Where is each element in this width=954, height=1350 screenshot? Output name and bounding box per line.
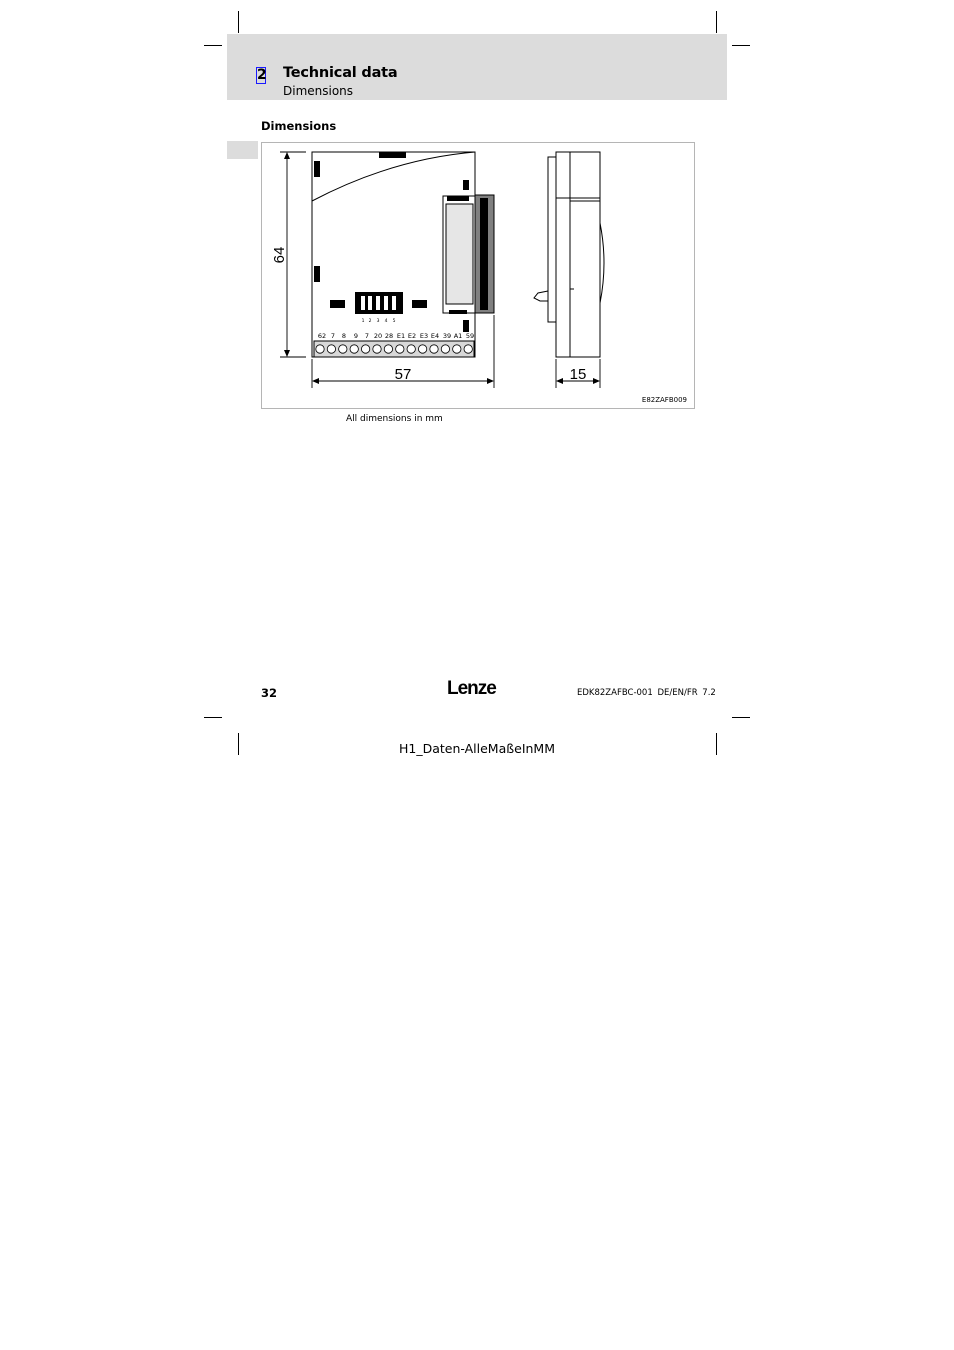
dip-number: 5 — [392, 319, 396, 324]
terminal-label: E4 — [430, 332, 440, 340]
lenze-logo: Lenze — [447, 678, 496, 699]
page-number: 32 — [261, 686, 278, 700]
terminal-label: 20 — [373, 332, 383, 340]
terminal-label: 9 — [353, 332, 359, 340]
chapter-number[interactable]: 2 — [257, 67, 267, 83]
dimension-figure — [261, 142, 695, 409]
terminal-label: 62 — [317, 332, 327, 340]
crop-mark — [204, 45, 222, 46]
crop-mark — [732, 45, 750, 46]
crop-mark — [732, 717, 750, 718]
terminal-label: 39 — [442, 332, 452, 340]
terminal-label: 59 — [465, 332, 475, 340]
crop-mark — [716, 11, 717, 33]
chapter-subtitle: Dimensions — [283, 84, 354, 98]
dip-number: 1 — [361, 319, 365, 324]
terminal-label: 7 — [330, 332, 336, 340]
terminal-label: 7 — [364, 332, 370, 340]
doc-reference: EDK82ZAFBC-001 DE/EN/FR 7.2 — [577, 688, 716, 698]
dimension-depth-label: 15 — [569, 366, 587, 383]
figure-caption: All dimensions in mm — [346, 414, 443, 424]
terminal-label: 8 — [341, 332, 347, 340]
crop-mark — [204, 717, 222, 718]
dimension-drawing — [262, 143, 694, 408]
terminal-label: E1 — [396, 332, 406, 340]
terminal-label: E2 — [407, 332, 417, 340]
dip-number: 4 — [384, 319, 388, 324]
terminal-label: A1 — [453, 332, 463, 340]
chapter-title: Technical data — [283, 65, 398, 81]
front-view — [312, 152, 494, 357]
dip-number: 3 — [376, 319, 380, 324]
terminal-label: 28 — [384, 332, 394, 340]
side-tab — [227, 141, 258, 159]
section-heading: Dimensions — [261, 119, 337, 133]
dimension-height-label: 64 — [271, 246, 288, 264]
bottom-label: H1_Daten-AlleMaßeInMM — [398, 741, 555, 756]
figure-id: E82ZAFB009 — [641, 396, 687, 404]
terminal-label: E3 — [419, 332, 429, 340]
crop-mark — [238, 11, 239, 33]
side-view — [534, 152, 604, 357]
dimension-width-label: 57 — [394, 366, 412, 383]
dip-number: 2 — [368, 319, 372, 324]
